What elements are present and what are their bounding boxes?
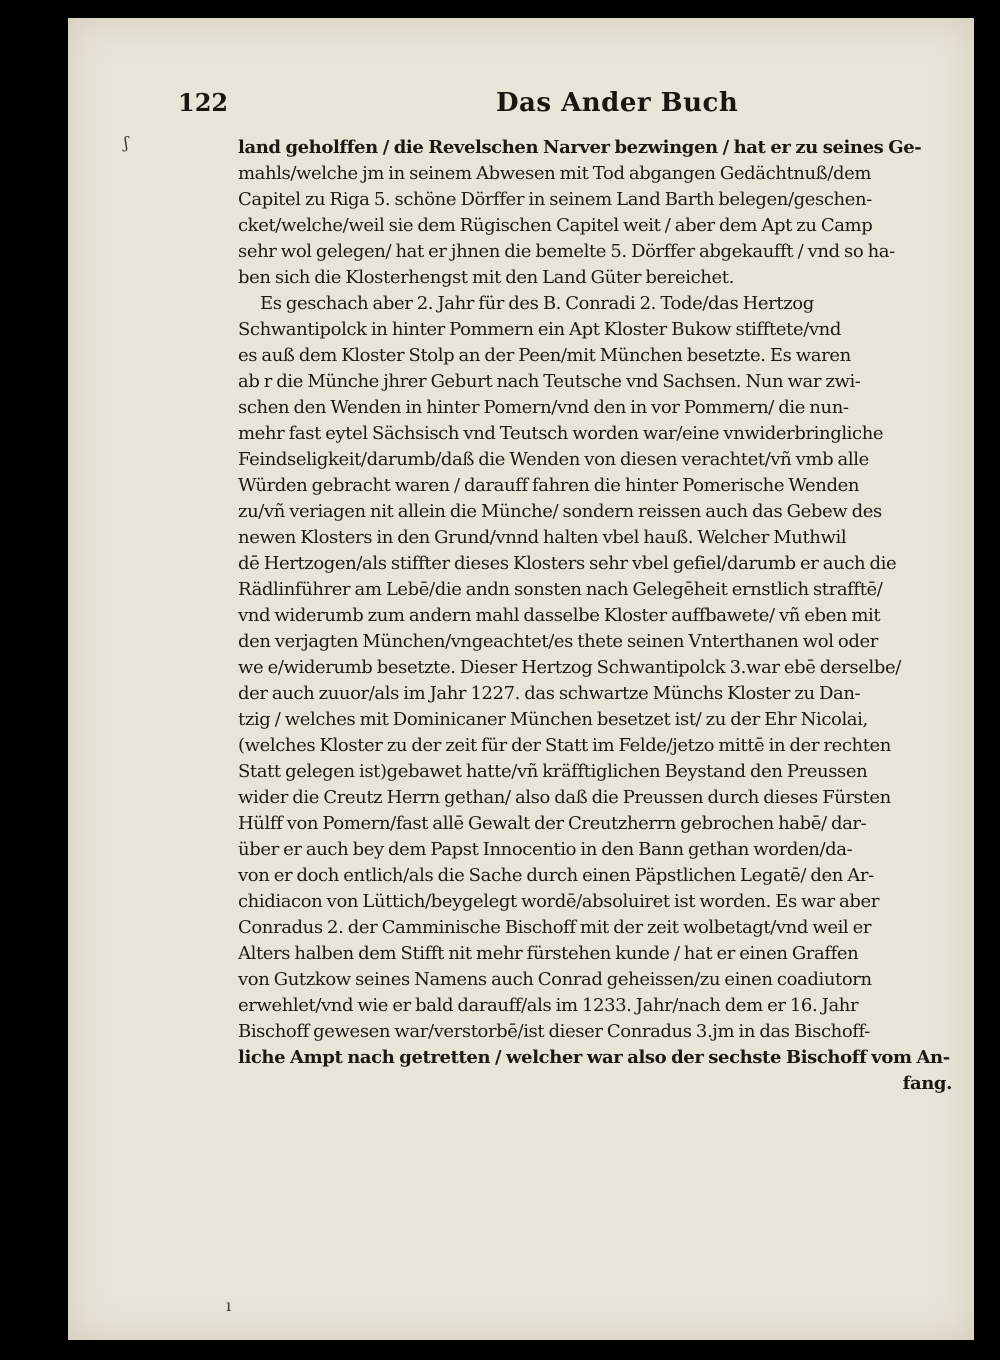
text-line: tzig / welches mit Dominicaner München besetzet ist/ zu der Ehr Nicolai, (238, 709, 868, 730)
text-line: chidiacon von Lüttich/beygelegt wordē/absoluiret ist worden. Es war aber (238, 891, 879, 912)
running-title: Das Ander Buch (496, 88, 739, 118)
text-line: erwehlet/vnd wie er bald darauff/als im 1233. Jahr/nach dem er 16. Jahr (238, 995, 859, 1016)
text-line: ben sich die Klosterhengst mit den Land Güter bereichet. (238, 267, 734, 288)
text-line: der auch zuuor/als im Jahr 1227. das schwartze Münchs Kloster zu Dan- (238, 683, 861, 704)
text-line: Bischoff gewesen war/verstorbē/ist dieser Conradus 3.jm in das Bischoff- (238, 1021, 870, 1042)
text-line: Es geschach aber 2. Jahr für des B. Conradi 2. Tode/das Hertzog (260, 293, 814, 314)
text-line: we e/widerumb besetzte. Dieser Hertzog Schwantipolck 3.war ebē derselbe/ (238, 657, 901, 678)
text-line: liche Ampt nach getretten / welcher war also der sechste Bischoff vom An- (238, 1047, 950, 1068)
text-line: schen den Wenden in hinter Pomern/vnd den in vor Pommern/ die nun- (238, 397, 849, 418)
body-text (238, 135, 960, 1097)
text-line: ab r die Münche jhrer Geburt nach Teutsche vnd Sachsen. Nun war zwi- (238, 371, 861, 392)
text-line: Würden gebracht waren / darauff fahren die hinter Pomerische Wenden (238, 475, 860, 496)
text-line: Hülff von Pomern/fast allē Gewalt der Creutzherrn gebrochen habē/ dar- (238, 813, 867, 834)
text-line: Feindseligkeit/darumb/daß die Wenden von diesen verachtet/vñ vmb alle (238, 449, 869, 470)
text-line: den verjagten München/vngeachtet/es thete seinen Vnterthanen wol oder (238, 631, 878, 652)
text-line: vnd widerumb zum andern mahl dasselbe Kloster auffbawete/ vñ eben mit (238, 605, 881, 626)
text-line: newen Klosters in den Grund/vnnd halten vbel hauß. Welcher Muthwil (238, 527, 847, 548)
text-line: Conradus 2. der Camminische Bischoff mit der zeit wolbetagt/vnd weil er (238, 917, 872, 938)
text-line: zu/vñ veriagen nit allein die Münche/ sondern reissen auch das Gebew des (238, 501, 882, 522)
text-line: es auß dem Kloster Stolp an der Peen/mit München besetzte. Es waren (238, 345, 851, 366)
text-line: von Gutzkow seines Namens auch Conrad geheissen/zu einen coadiutorn (238, 969, 872, 990)
text-line: dē Hertzogen/als stiffter dieses Klosters sehr vbel gefiel/darumb er auch die (238, 553, 897, 574)
text-line: von er doch entlich/als die Sache durch einen Päpstlichen Legatē/ den Ar- (238, 865, 874, 886)
text-line: Schwantipolck in hinter Pommern ein Apt Kloster Bukow stifftete/vnd (238, 319, 841, 340)
page-header (178, 88, 758, 128)
catchword: fang. (902, 1073, 952, 1094)
text-line: land geholffen / die Revelschen Narver bezwingen / hat er zu seines Ge- (238, 137, 922, 158)
text-line: mahls/welche jm in seinem Abwesen mit Tod abgangen Gedächtnuß/dem (238, 163, 871, 184)
text-line: mehr fast eytel Sächsisch vnd Teutsch worden war/eine vnwiderbringliche (238, 423, 884, 444)
margin-mark: ı (226, 1296, 232, 1315)
text-line: cket/welche/weil sie dem Rügischen Capitel weit / aber dem Apt zu Camp (238, 215, 873, 236)
text-line: (welches Kloster zu der zeit für der Statt im Felde/jetzo mittē in der rechten (238, 735, 891, 756)
text-line: Capitel zu Riga 5. schöne Dörffer in seinem Land Barth belegen/geschen- (238, 189, 872, 210)
text-line: Alters halben dem Stifft nit mehr fürstehen kunde / hat er einen Graffen (238, 943, 859, 964)
text-line: über er auch bey dem Papst Innocentio in den Bann gethan worden/da- (238, 839, 853, 860)
text-line: sehr wol gelegen/ hat er jhnen die bemelte 5. Dörffer abgekaufft / vnd so ha- (238, 241, 895, 262)
text-line: Rädlinführer am Lebē/die andn sonsten nach Gelegēheit ernstlich strafftē/ (238, 579, 883, 600)
page-number: 122 (178, 88, 229, 117)
text-line: Statt gelegen ist)gebawet hatte/vñ kräfftiglichen Beystand den Preussen (238, 761, 868, 782)
text-line: wider die Creutz Herrn gethan/ also daß die Preussen durch dieses Fürsten (238, 787, 891, 808)
margin-mark: ʃ (124, 133, 129, 152)
